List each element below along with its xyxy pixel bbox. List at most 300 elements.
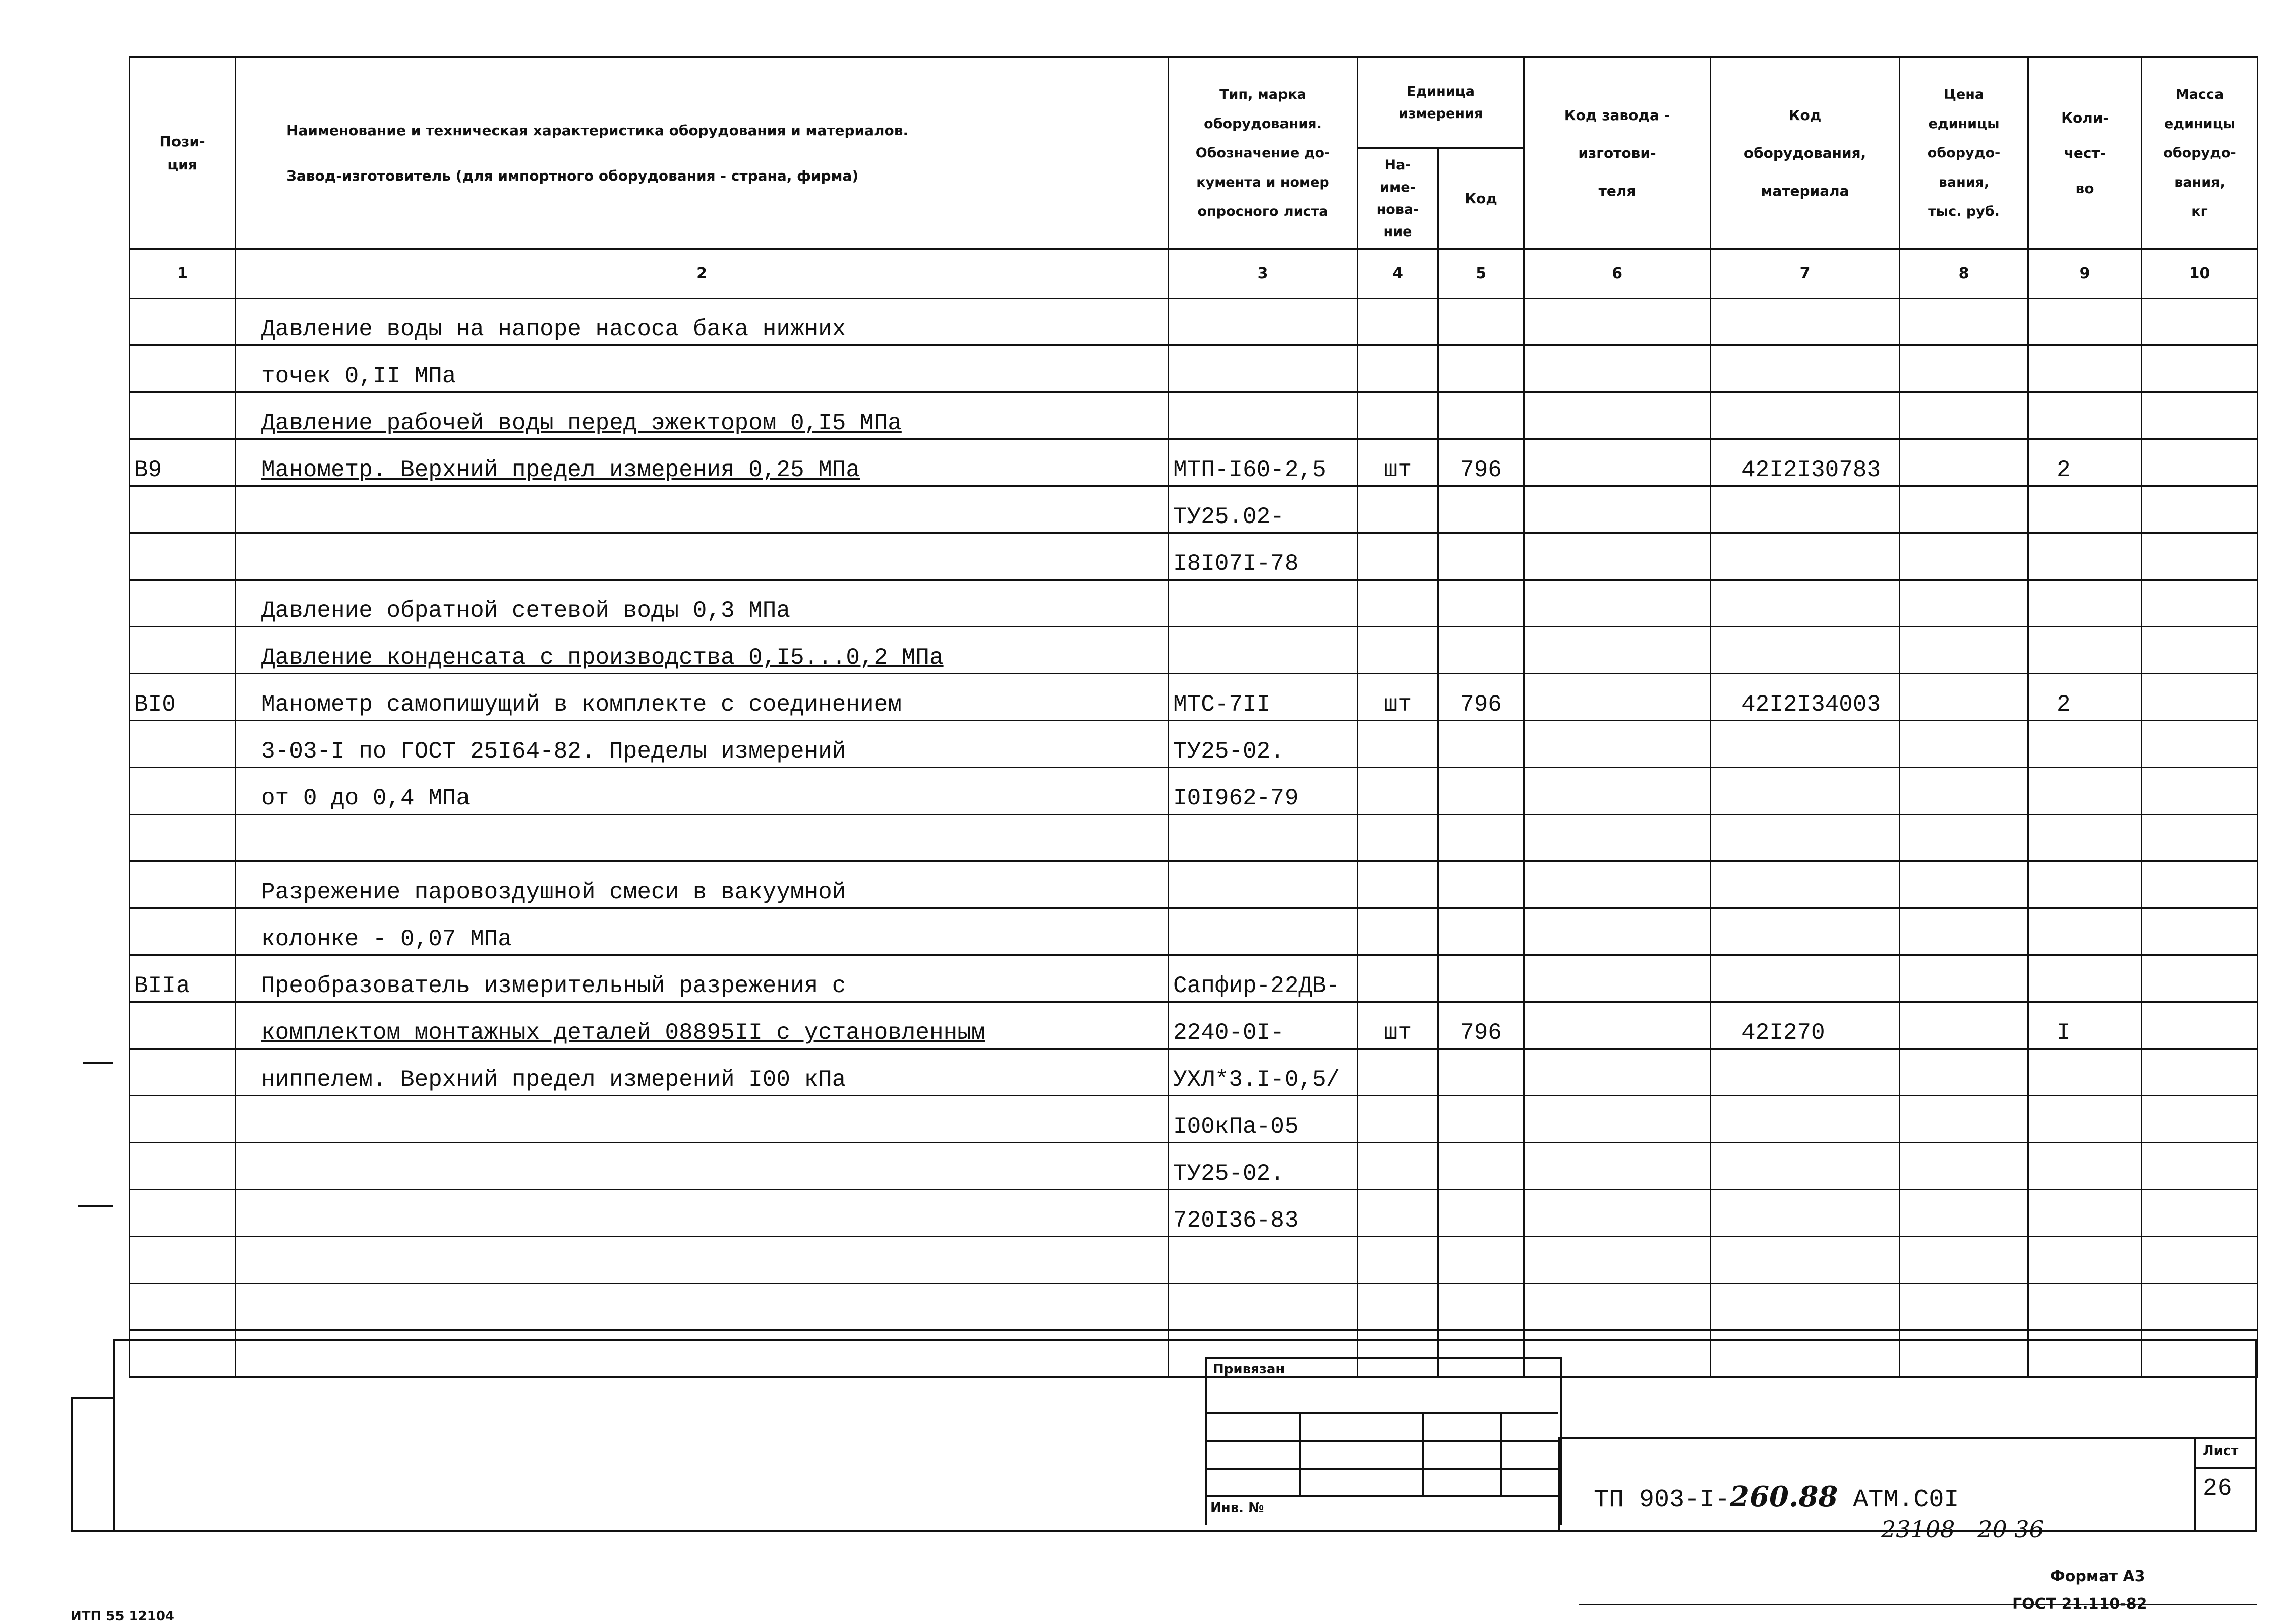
equipment-code-cell [1711, 955, 1900, 1002]
specification-table [129, 56, 2258, 1378]
description-cell: Манометр. Верхний предел измерения 0,25 МПа [236, 439, 1169, 486]
unit-code-cell [1438, 392, 1524, 439]
unit-name-cell [1358, 815, 1438, 861]
position-cell: BI0 [130, 674, 236, 721]
table-row [130, 345, 2258, 392]
factory-code-cell [1524, 861, 1711, 908]
price-cell [1900, 908, 2028, 955]
price-cell [1900, 768, 2028, 815]
unit-name-cell [1358, 861, 1438, 908]
equipment-code-cell [1711, 1284, 1900, 1330]
title-block-right-border [2255, 1339, 2257, 1531]
quantity-cell [2028, 392, 2142, 439]
unit-code-cell [1438, 486, 1524, 533]
factory-code-cell [1524, 439, 1711, 486]
factory-code-cell [1524, 674, 1711, 721]
quantity-cell [2028, 908, 2142, 955]
table-row [130, 486, 2258, 533]
mass-cell [2142, 345, 2258, 392]
column-number-2: 2 [236, 249, 1169, 299]
privyazan-col-2 [1422, 1412, 1424, 1495]
price-cell [1900, 815, 2028, 861]
header-quantity: Коли- чест- во [2028, 57, 2142, 249]
mass-cell [2142, 627, 2258, 674]
description-cell: комплектом монтажных деталей 08895II с установленным [236, 1002, 1169, 1049]
privyazan-col-1 [1299, 1412, 1301, 1495]
position-cell [130, 1143, 236, 1190]
quantity-cell [2028, 1284, 2142, 1330]
header-position: Пози- ция [130, 57, 236, 249]
doc-prefix: ТП 903-I- [1594, 1486, 1730, 1515]
type-cell: I00кПа-05 [1169, 1096, 1358, 1143]
type-cell: МТП-I60-2,5 [1169, 439, 1358, 486]
price-cell [1900, 1049, 2028, 1096]
format-label: Формат А3 [2050, 1568, 2145, 1585]
price-cell [1900, 580, 2028, 627]
position-cell: B9 [130, 439, 236, 486]
factory-code-cell [1524, 580, 1711, 627]
equipment-code-cell [1711, 861, 1900, 908]
mass-cell [2142, 533, 2258, 580]
table-row [130, 299, 2258, 345]
factory-code-cell [1524, 721, 1711, 768]
position-cell [130, 908, 236, 955]
position-cell [130, 580, 236, 627]
factory-code-cell [1524, 1002, 1711, 1049]
quantity-cell [2028, 1190, 2142, 1237]
unit-code-cell [1438, 721, 1524, 768]
equipment-code-cell [1711, 1237, 1900, 1284]
quantity-cell: I [2028, 1002, 2142, 1049]
unit-code-cell [1438, 1284, 1524, 1330]
quantity-cell [2028, 861, 2142, 908]
mass-cell [2142, 1096, 2258, 1143]
type-cell [1169, 908, 1358, 955]
factory-code-cell [1524, 533, 1711, 580]
unit-code-cell [1438, 861, 1524, 908]
quantity-cell [2028, 486, 2142, 533]
quantity-cell [2028, 1237, 2142, 1284]
description-cell: Давление конденсата с производства 0,I5...0,2 МПа [236, 627, 1169, 674]
table-row [130, 1143, 2258, 1190]
description-cell [236, 815, 1169, 861]
column-number-3: 3 [1169, 249, 1358, 299]
quantity-cell [2028, 1330, 2142, 1377]
quantity-cell [2028, 533, 2142, 580]
price-cell [1900, 627, 2028, 674]
header-mass: Масса единицы оборудо- вания, кг [2142, 57, 2258, 249]
type-cell [1169, 299, 1358, 345]
header-description [236, 57, 1169, 249]
column-number-10: 10 [2142, 249, 2258, 299]
position-cell [130, 861, 236, 908]
position-cell [130, 486, 236, 533]
price-cell [1900, 533, 2028, 580]
quantity-cell [2028, 1049, 2142, 1096]
unit-code-cell: 796 [1438, 439, 1524, 486]
unit-name-cell [1358, 627, 1438, 674]
factory-code-cell [1524, 299, 1711, 345]
equipment-code-cell [1711, 721, 1900, 768]
description-cell: 3-03-I по ГОСТ 25I64-82. Пределы измерений [236, 721, 1169, 768]
privyazan-grid-2 [1205, 1440, 1558, 1442]
mass-cell [2142, 580, 2258, 627]
description-cell: точек 0,II МПа [236, 345, 1169, 392]
position-cell: BIIa [130, 955, 236, 1002]
unit-name-cell [1358, 1049, 1438, 1096]
description-cell [236, 1284, 1169, 1330]
unit-name-cell: шт [1358, 439, 1438, 486]
factory-code-cell [1524, 392, 1711, 439]
position-cell [130, 1190, 236, 1237]
description-cell: Преобразователь измерительный разрежения с [236, 955, 1169, 1002]
unit-code-cell: 796 [1438, 1002, 1524, 1049]
unit-code-cell [1438, 908, 1524, 955]
quantity-cell [2028, 299, 2142, 345]
table-row [130, 955, 2258, 1002]
unit-code-cell: 796 [1438, 674, 1524, 721]
unit-name-cell [1358, 908, 1438, 955]
header-unit-name: На- име- нова- ние [1358, 148, 1438, 249]
equipment-code-cell [1711, 486, 1900, 533]
mass-cell [2142, 1049, 2258, 1096]
type-cell [1169, 1237, 1358, 1284]
type-cell [1169, 815, 1358, 861]
position-cell [130, 345, 236, 392]
description-cell: Давление рабочей воды перед эжектором 0,I5 МПа [236, 392, 1169, 439]
unit-code-cell [1438, 1237, 1524, 1284]
itp-label: ИТП 55 12104 [71, 1609, 174, 1624]
equipment-code-cell [1711, 345, 1900, 392]
unit-code-cell [1438, 299, 1524, 345]
equipment-code-cell [1711, 1330, 1900, 1377]
factory-code-cell [1524, 768, 1711, 815]
mass-cell [2142, 861, 2258, 908]
title-block-left-border [113, 1339, 115, 1531]
description-cell: Давление воды на напоре насоса бака нижних [236, 299, 1169, 345]
factory-code-cell [1524, 1143, 1711, 1190]
price-cell [1900, 721, 2028, 768]
type-cell [1169, 627, 1358, 674]
position-cell [130, 1237, 236, 1284]
factory-code-cell [1524, 1049, 1711, 1096]
privyazan-col-3 [1500, 1412, 1502, 1495]
equipment-code-cell [1711, 627, 1900, 674]
unit-code-cell [1438, 627, 1524, 674]
privyazan-grid-1 [1205, 1412, 1558, 1414]
position-cell [130, 1049, 236, 1096]
title-block-top-border [113, 1339, 2257, 1341]
quantity-cell [2028, 955, 2142, 1002]
price-cell [1900, 1190, 2028, 1237]
factory-code-cell [1524, 1096, 1711, 1143]
column-number-7: 7 [1711, 249, 1900, 299]
mass-cell [2142, 392, 2258, 439]
table-row [130, 674, 2258, 721]
unit-name-cell: шт [1358, 1002, 1438, 1049]
equipment-code-cell [1711, 299, 1900, 345]
factory-code-cell [1524, 486, 1711, 533]
margin-strip-line [71, 1397, 73, 1531]
mass-cell [2142, 908, 2258, 955]
mass-cell [2142, 439, 2258, 486]
position-cell [130, 533, 236, 580]
table-row [130, 1002, 2258, 1049]
factory-code-cell [1524, 815, 1711, 861]
equipment-code-cell: 42I270 [1711, 1002, 1900, 1049]
mass-cell [2142, 674, 2258, 721]
unit-name-cell [1358, 1143, 1438, 1190]
column-number-4: 4 [1358, 249, 1438, 299]
header-description-line2: Завод-изготовитель (для импортного оборудования - страна, фирма) [286, 167, 859, 184]
mass-cell [2142, 1237, 2258, 1284]
table-row [130, 768, 2258, 815]
unit-name-cell [1358, 955, 1438, 1002]
type-cell: I8I07I-78 [1169, 533, 1358, 580]
position-cell [130, 1284, 236, 1330]
gost-label: ГОСТ 21.110-82 [2012, 1595, 2147, 1613]
position-cell [130, 815, 236, 861]
quantity-cell: 2 [2028, 674, 2142, 721]
description-cell: от 0 до 0,4 МПа [236, 768, 1169, 815]
column-number-5: 5 [1438, 249, 1524, 299]
factory-code-cell [1524, 345, 1711, 392]
description-cell: Разрежение паровоздушной смеси в вакуумной [236, 861, 1169, 908]
equipment-code-cell [1711, 768, 1900, 815]
designation-left-border [1558, 1437, 1560, 1531]
equipment-code-cell [1711, 392, 1900, 439]
type-cell: ТУ25-02. [1169, 1143, 1358, 1190]
description-cell: колонке - 0,07 МПа [236, 908, 1169, 955]
table-row [130, 533, 2258, 580]
factory-code-cell [1524, 908, 1711, 955]
mass-cell [2142, 1002, 2258, 1049]
type-cell [1169, 345, 1358, 392]
equipment-code-cell [1711, 1049, 1900, 1096]
type-cell: ТУ25.02- [1169, 486, 1358, 533]
price-cell [1900, 955, 2028, 1002]
table-row [130, 580, 2258, 627]
equipment-code-cell [1711, 533, 1900, 580]
unit-code-cell [1438, 345, 1524, 392]
unit-code-cell [1438, 768, 1524, 815]
document-designation [1594, 1480, 1959, 1515]
unit-name-cell [1358, 1096, 1438, 1143]
quantity-cell [2028, 1096, 2142, 1143]
type-cell: 720I36-83 [1169, 1190, 1358, 1237]
unit-name-cell [1358, 768, 1438, 815]
description-cell [236, 1237, 1169, 1284]
doc-suffix: АТМ.С0I [1838, 1486, 1959, 1515]
unit-name-cell [1358, 721, 1438, 768]
unit-name-cell [1358, 1237, 1438, 1284]
position-cell [130, 768, 236, 815]
header-unit-code: Код [1438, 148, 1524, 249]
price-cell [1900, 1330, 2028, 1377]
price-cell [1900, 392, 2028, 439]
position-cell [130, 1002, 236, 1049]
price-cell [1900, 299, 2028, 345]
column-number-9: 9 [2028, 249, 2142, 299]
description-cell [236, 533, 1169, 580]
margin-strip-top [71, 1397, 113, 1399]
header-unit: Единица измерения [1358, 57, 1524, 148]
position-cell [130, 299, 236, 345]
type-cell [1169, 392, 1358, 439]
header-type: Тип, марка оборудования. Обозначение до- кумента и номер опросного листа [1169, 57, 1358, 249]
factory-code-cell [1524, 955, 1711, 1002]
equipment-code-cell [1711, 908, 1900, 955]
header-price: Цена единицы оборудо- вания, тыс. руб. [1900, 57, 2028, 249]
unit-code-cell [1438, 1096, 1524, 1143]
doc-handwritten-number: 260.88 [1730, 1480, 1838, 1514]
unit-name-cell [1358, 345, 1438, 392]
type-cell [1169, 861, 1358, 908]
unit-name-cell [1358, 1284, 1438, 1330]
margin-tick-2 [78, 1205, 113, 1207]
sheet-cell-divider [2194, 1467, 2257, 1469]
table-row [130, 627, 2258, 674]
column-number-8: 8 [1900, 249, 2028, 299]
price-cell [1900, 1096, 2028, 1143]
description-cell: Манометр самопишущий в комплекте с соединением [236, 674, 1169, 721]
table-row [130, 908, 2258, 955]
quantity-cell [2028, 580, 2142, 627]
price-cell [1900, 486, 2028, 533]
description-cell [236, 486, 1169, 533]
designation-top-border [1558, 1437, 2257, 1439]
position-cell [130, 721, 236, 768]
column-number-6: 6 [1524, 249, 1711, 299]
type-cell: 2240-0I- [1169, 1002, 1358, 1049]
table-row [130, 721, 2258, 768]
table-row [130, 1049, 2258, 1096]
type-cell: УХЛ*3.I-0,5/ [1169, 1049, 1358, 1096]
unit-code-cell [1438, 815, 1524, 861]
table-row [130, 861, 2258, 908]
factory-code-cell [1524, 627, 1711, 674]
unit-name-cell [1358, 1190, 1438, 1237]
unit-code-cell [1438, 1143, 1524, 1190]
price-cell [1900, 1284, 2028, 1330]
quantity-cell [2028, 627, 2142, 674]
header-description-line1: Наименование и техническая характеристика оборудования и материалов. [286, 122, 909, 139]
mass-cell [2142, 721, 2258, 768]
price-cell [1900, 1237, 2028, 1284]
equipment-code-cell [1711, 1143, 1900, 1190]
mass-cell [2142, 1330, 2258, 1377]
description-cell [236, 1096, 1169, 1143]
quantity-cell [2028, 1143, 2142, 1190]
archive-number: 23108 - 20 36 [1881, 1516, 2044, 1543]
description-cell [236, 1330, 1169, 1377]
inventory-number-label: Инв. № [1210, 1500, 1264, 1516]
price-cell [1900, 439, 2028, 486]
equipment-code-cell: 42I2I34003 [1711, 674, 1900, 721]
position-cell [130, 1330, 236, 1377]
column-number-row [130, 249, 2258, 299]
table-row [130, 815, 2258, 861]
unit-code-cell [1438, 1049, 1524, 1096]
factory-code-cell [1524, 1190, 1711, 1237]
unit-name-cell [1358, 299, 1438, 345]
mass-cell [2142, 768, 2258, 815]
mass-cell [2142, 486, 2258, 533]
table-row [130, 1330, 2258, 1377]
privyazan-label: Привязан [1213, 1362, 1285, 1377]
price-cell [1900, 1143, 2028, 1190]
price-cell [1900, 1002, 2028, 1049]
header-factory-code: Код завода - изготови- теля [1524, 57, 1711, 249]
type-cell: МТС-7II [1169, 674, 1358, 721]
table-row [130, 392, 2258, 439]
quantity-cell [2028, 345, 2142, 392]
equipment-code-cell [1711, 1190, 1900, 1237]
mass-cell [2142, 815, 2258, 861]
price-cell [1900, 674, 2028, 721]
quantity-cell [2028, 721, 2142, 768]
equipment-code-cell [1711, 1096, 1900, 1143]
privyazan-grid-3 [1205, 1468, 1558, 1470]
quantity-cell: 2 [2028, 439, 2142, 486]
unit-code-cell [1438, 580, 1524, 627]
unit-code-cell [1438, 1190, 1524, 1237]
equipment-code-cell [1711, 580, 1900, 627]
mass-cell [2142, 1284, 2258, 1330]
unit-code-cell [1438, 955, 1524, 1002]
margin-tick-1 [83, 1062, 113, 1064]
table-row [130, 1190, 2258, 1237]
quantity-cell [2028, 768, 2142, 815]
equipment-code-cell [1711, 815, 1900, 861]
description-cell [236, 1143, 1169, 1190]
unit-name-cell [1358, 486, 1438, 533]
column-number-1: 1 [130, 249, 236, 299]
table-row [130, 1237, 2258, 1284]
sheet-number: 26 [2203, 1475, 2232, 1502]
position-cell [130, 1096, 236, 1143]
price-cell [1900, 861, 2028, 908]
unit-name-cell [1358, 533, 1438, 580]
equipment-code-cell: 42I2I30783 [1711, 439, 1900, 486]
position-cell [130, 392, 236, 439]
description-cell: ниппелем. Верхний предел измерений I00 кПа [236, 1049, 1169, 1096]
unit-name-cell [1358, 580, 1438, 627]
type-cell [1169, 1284, 1358, 1330]
header-equipment-code: Код оборудования, материала [1711, 57, 1900, 249]
mass-cell [2142, 299, 2258, 345]
factory-code-cell [1524, 1237, 1711, 1284]
factory-code-cell [1524, 1284, 1711, 1330]
mass-cell [2142, 1143, 2258, 1190]
quantity-cell [2028, 815, 2142, 861]
type-cell [1169, 580, 1358, 627]
mass-cell [2142, 955, 2258, 1002]
table-row [130, 1096, 2258, 1143]
mass-cell [2142, 1190, 2258, 1237]
sheet-cell-border [2194, 1437, 2196, 1531]
privyazan-grid-4 [1205, 1495, 1558, 1497]
description-cell [236, 1190, 1169, 1237]
type-cell: I0I962-79 [1169, 768, 1358, 815]
price-cell [1900, 345, 2028, 392]
table-row [130, 1284, 2258, 1330]
table-row [130, 439, 2258, 486]
type-cell: ТУ25-02. [1169, 721, 1358, 768]
unit-name-cell: шт [1358, 674, 1438, 721]
type-cell: Сапфир-22ДВ- [1169, 955, 1358, 1002]
unit-code-cell [1438, 533, 1524, 580]
